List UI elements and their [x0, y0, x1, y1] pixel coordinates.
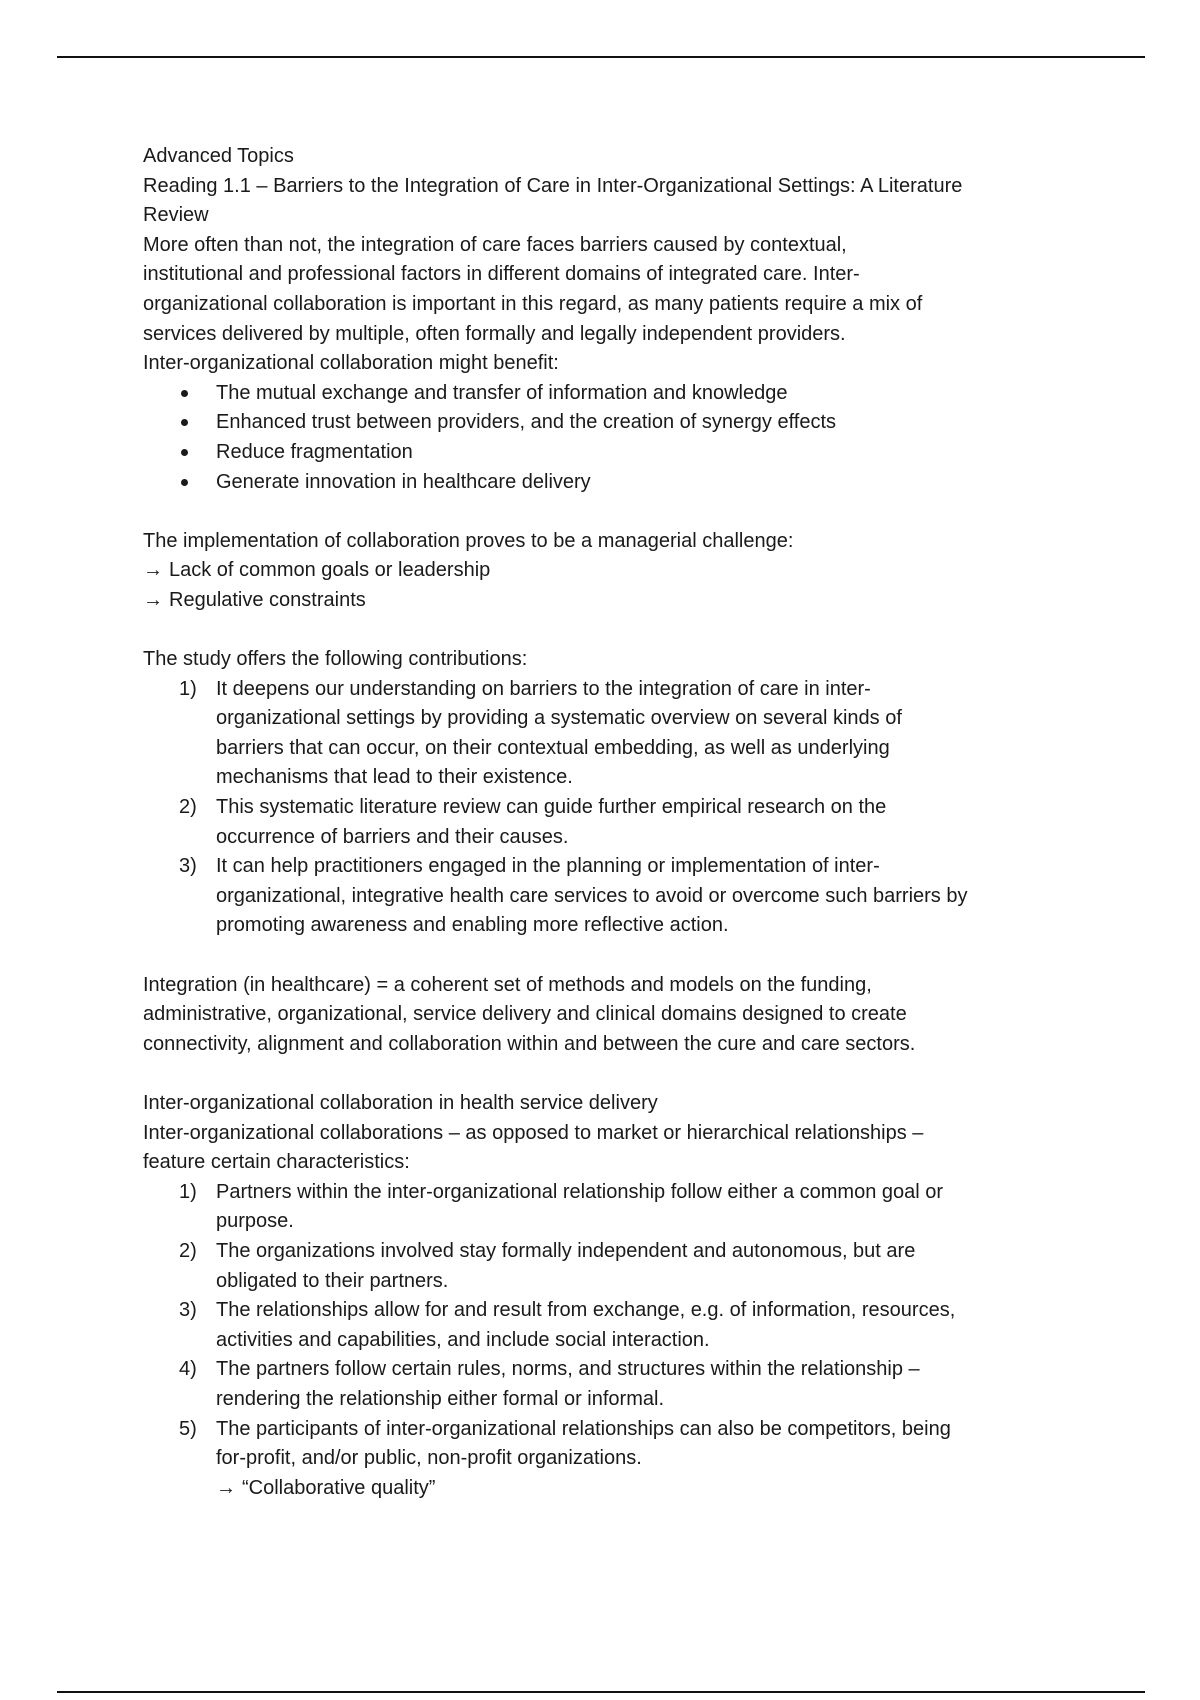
reading-title: Reading 1.1 – Barriers to the Integration of Care in Inter-Organizational Settings: A Literature — [143, 174, 963, 197]
bullet-icon — [181, 479, 188, 486]
list-item: Generate innovation in healthcare delivery — [143, 468, 1073, 498]
list-item: 5) The participants of inter-organizational relationships can also be competitors, being for-profit, and/or public, non-profit organizations. — [179, 1417, 951, 1470]
list-item: 2) This systematic literature review can guide further empirical research on the occurrence of barriers and their causes. — [179, 796, 887, 848]
bullet-icon — [181, 449, 188, 456]
document-body — [143, 142, 1073, 1503]
top-rule — [57, 56, 1145, 58]
bottom-rule — [57, 1691, 1145, 1693]
list-item: The mutual exchange and transfer of information and knowledge — [143, 379, 1073, 409]
challenge-item: → Lack of common goals or leadership — [143, 559, 491, 582]
benefits-intro: Inter-organizational collaboration might benefit: — [143, 352, 559, 375]
list-item: 1) Partners within the inter-organizational relationship follow either a common goal or purpose. — [179, 1180, 944, 1233]
list-item: 3) It can help practitioners engaged in the planning or implementation of inter- organizational, integrative health care services to avoid or overcome such barriers by promoting awareness and enabling more reflective action. — [179, 855, 968, 937]
list-item: Enhanced trust between providers, and the creation of synergy effects — [143, 408, 1073, 438]
challenge-intro: The implementation of collaboration proves to be a managerial challenge: — [143, 529, 794, 552]
benefits-list — [143, 379, 1073, 497]
intro-paragraph: More often than not, the integration of care faces barriers caused by contextual, institutional and professional factors in different domains of integrated care. Inter- organizational collaboration is important in this regard, as many patients require a mix of services delivered by multiple, often formally and legally independent providers. — [143, 233, 923, 345]
challenge-item: → Regulative constraints — [143, 588, 366, 611]
closing-note: → “Collaborative quality” — [216, 1476, 436, 1499]
list-item: 4) The partners follow certain rules, norms, and structures within the relationship – rendering the relationship either formal or informal. — [179, 1358, 920, 1410]
list-item: 1) It deepens our understanding on barriers to the integration of care in inter- organizational settings by providing a systematic overview on several kinds of barriers that can occur, on their contextual embedding, as well as underlying mechanisms that lead to their existence. — [179, 677, 902, 789]
section-title: Inter-organizational collaboration in health service delivery — [143, 1092, 658, 1114]
arrow-icon: → — [216, 1476, 236, 1499]
contributions-intro: The study offers the following contributions: — [143, 648, 528, 671]
course-heading: Advanced Topics — [143, 145, 294, 167]
reading-title-continued: Review — [143, 204, 209, 227]
contributions-list — [143, 675, 1073, 941]
bullet-icon — [181, 390, 188, 397]
list-item: Reduce fragmentation — [143, 438, 1073, 468]
definition-paragraph: Integration (in healthcare) = a coherent set of methods and models on the funding, administrative, organizational, service delivery and clinical domains designed to create connectivity, alignment and collaboration within and between the cure and care sectors. — [143, 973, 916, 1055]
list-item: 3) The relationships allow for and result from exchange, e.g. of information, resources, activities and capabilities, and include social interaction. — [179, 1299, 956, 1351]
bullet-icon — [181, 419, 188, 426]
characteristics-list — [143, 1178, 1073, 1474]
section-intro: Inter-organizational collaborations – as opposed to market or hierarchical relationships – feature certain characteristics: — [143, 1121, 924, 1174]
arrow-icon: → — [143, 559, 163, 582]
list-item: 2) The organizations involved stay formally independent and autonomous, but are obligated to their partners. — [179, 1239, 916, 1292]
arrow-icon: → — [143, 588, 163, 611]
